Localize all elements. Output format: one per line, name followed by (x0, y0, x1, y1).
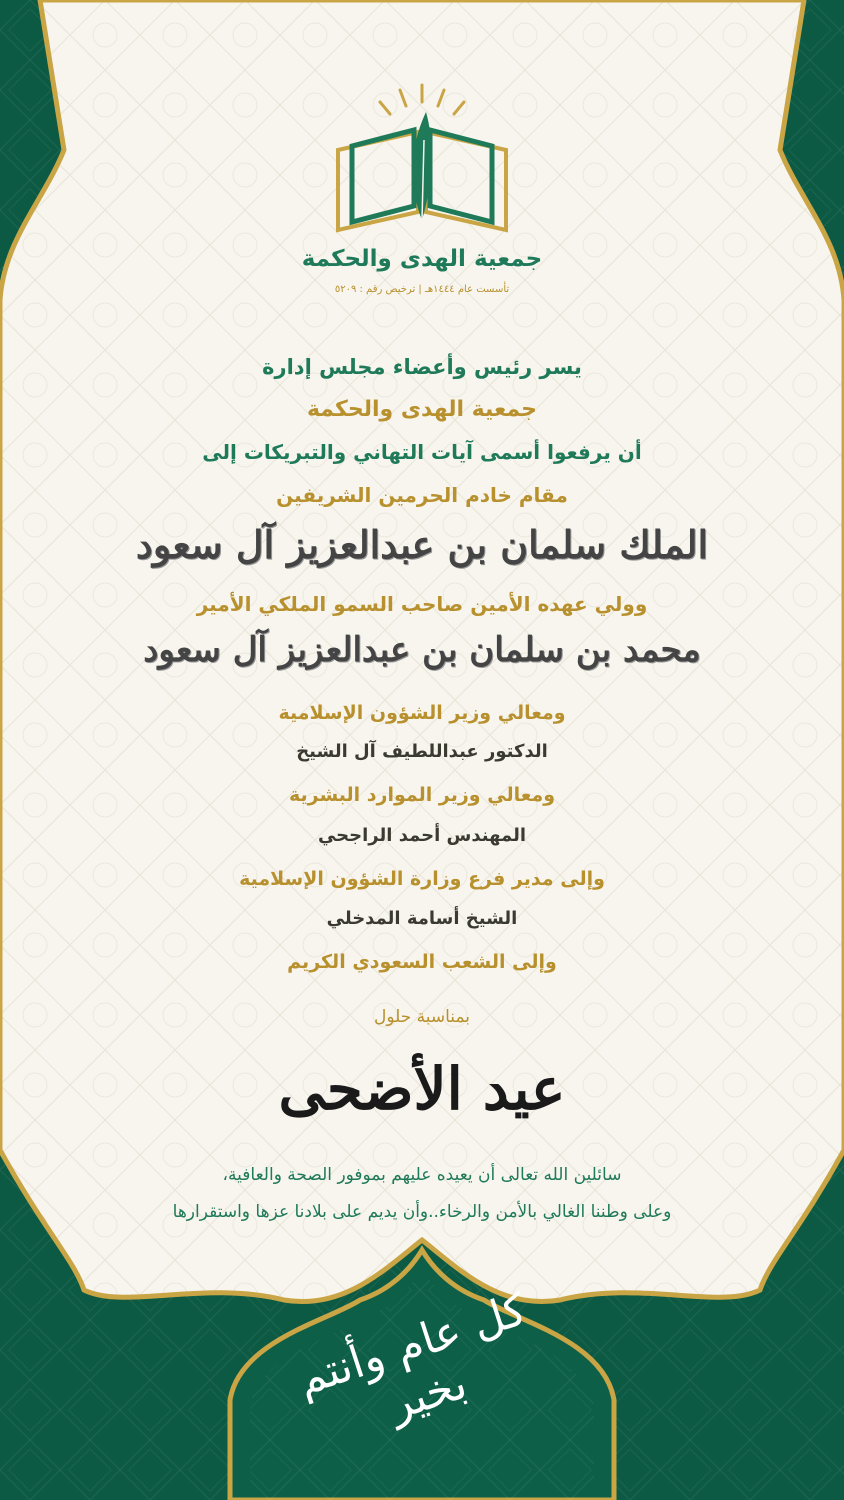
message-line-1: يسر رئيس وأعضاء مجلس إدارة (262, 355, 582, 379)
message-line-12: وإلى الشعب السعودي الكريم (287, 951, 557, 973)
message-line-8: ومعالي وزير الموارد البشرية (288, 784, 556, 806)
greeting-calligraphy: كل عام وأنتم بخير (291, 1283, 533, 1431)
closing-line-2: وعلى وطننا الغالي بالأمن والرخاء..وأن يديم على بلادنا عزها واستقرارها (172, 1202, 672, 1222)
message-line-3: أن يرفعوا أسمى آيات التهاني والتبريكات إلى (202, 440, 642, 464)
message-line-4: مقام خادم الحرمين الشريفين (276, 483, 568, 507)
prince-name-calligraphy: محمد بن سلمان بن عبدالعزيز آل سعود (143, 630, 701, 670)
message-line-10: وإلى مدير فرع وزارة الشؤون الإسلامية (239, 868, 605, 890)
organization-name: جمعية الهدى والحكمة (301, 246, 543, 272)
occasion-intro: بمناسبة حلول (373, 1007, 471, 1027)
message-line-5: وولي عهده الأمين صاحب السمو الملكي الأمير (196, 592, 648, 616)
message-line-6: ومعالي وزير الشؤون الإسلامية (278, 702, 566, 724)
message-line-7: الدكتور عبداللطيف آل الشيخ (296, 741, 548, 762)
closing-line-1: سائلين الله تعالى أن يعيده عليهم بموفور الصحة والعافية، (222, 1165, 622, 1185)
message-line-2: جمعية الهدى والحكمة (306, 397, 538, 422)
king-name-calligraphy: الملك سلمان بن عبدالعزيز آل سعود (135, 522, 709, 567)
message-line-11: الشيخ أسامة المدخلي (326, 908, 518, 929)
occasion-calligraphy: عيد الأضحى (278, 1055, 566, 1123)
message-line-9: المهندس أحمد الراجحي (317, 825, 527, 846)
organization-subtitle: تأسست عام ١٤٤٤هـ | ترخيص رقم : ٥٢٠٩ (334, 284, 510, 295)
